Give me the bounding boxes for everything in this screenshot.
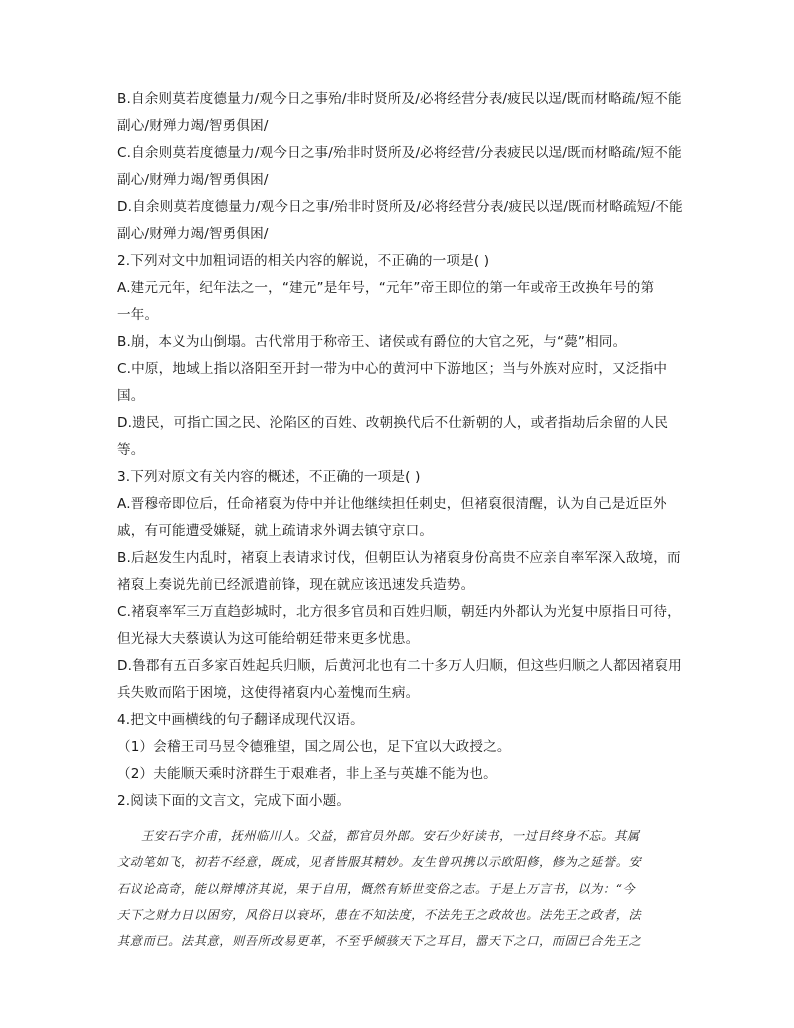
text-line: 戚，有可能遭受嫌疑，就上疏请求外调去镇守京口。 — [117, 523, 434, 539]
text-line: （1）会稽王司马昱令德雅望，国之周公也，足下宜以大政授之。 — [117, 739, 511, 755]
text-line: A.晋穆帝即位后，任命褚裒为侍中并让他继续担任刺史，但褚裒很清醒，认为自己是近臣外 — [117, 496, 667, 512]
text-line: 2.阅读下面的文言文，完成下面小题。 — [117, 793, 351, 809]
passage-line: 天下之财力日以困穷，风俗日以衰坏，患在不知法度，不法先王之政故也。法先王之政者，法 — [117, 907, 642, 922]
text-line: C.自余则莫若度德量力/观今日之事/殆非时贤所及/必将经营/分表疲民以逞/既而材略疏/短不能 — [117, 145, 682, 161]
text-line: C.褚裒率军三万直趋彭城时，北方很多官员和百姓归顺，朝廷内外都认为光复中原指日可待， — [117, 604, 681, 620]
text-line: A.建元元年，纪年法之一，“建元”是年号，“元年”帝王即位的第一年或帝王改换年号的第 — [117, 280, 655, 296]
text-line: （2）夫能顺天乘时济群生于艰难者，非上圣与英雄不能为也。 — [117, 766, 497, 782]
text-line: 副心/财殚力竭/智勇俱困/ — [117, 226, 269, 242]
text-line: 4.把文中画横线的句子翻译成现代汉语。 — [117, 712, 364, 728]
text-line: B.崩，本义为山倒塌。古代常用于称帝王、诸侯或有爵位的大官之死，与“薨”相同。 — [117, 334, 627, 350]
text-line: C.中原，地域上指以洛阳至开封一带为中心的黄河中下游地区；当与外族对应时，又泛指中 — [117, 361, 668, 377]
text-line: D.遗民，可指亡国之民、沦陷区的百姓、改朝换代后不仕新朝的人，或者指劫后余留的人民 — [117, 415, 669, 431]
passage-line: 王安石字介甫，抚州临川人。父益，都官员外郎。安石少好读书，一过目终身不忘。其属 — [141, 829, 640, 843]
text-line: 2.下列对文中加粗词语的相关内容的解说，不正确的一项是( ) — [117, 253, 490, 269]
text-line: 副心/财殚力竭/智勇俱困/ — [117, 172, 269, 188]
classical-passage — [117, 823, 679, 954]
text-line: 副心/财殚力竭/智勇俱困/ — [117, 118, 269, 134]
text-line: 兵失败而陷于困境，这使得褚裒内心羞愧而生病。 — [117, 685, 420, 701]
passage-line: 文动笔如飞，初若不经意，既成，见者皆服其精妙。友生曾巩携以示欧阳修，修为之延誉。安 — [117, 855, 642, 870]
text-line: D.自余则莫若度德量力/观今日之事/殆非时贤所及/必将经营分表/疲民以逞/既而材略疏短/不能 — [117, 199, 683, 215]
text-line: B.后赵发生内乱时，褚裒上表请求讨伐，但朝臣认为褚裒身份高贵不应亲自率军深入敌境，而 — [117, 550, 681, 566]
document-page — [117, 86, 683, 954]
text-line: 一年。 — [117, 307, 159, 323]
text-line: 国。 — [117, 388, 145, 404]
passage-line: 石议论高奇，能以辩博济其说，果于自用，慨然有矫世变俗之志。于是上万言书，以为：“今 — [117, 881, 636, 896]
text-line: 褚裒上奏说先前已经派遣前锋，现在就应该迅速发兵造势。 — [117, 577, 475, 593]
text-line: 等。 — [117, 442, 145, 458]
text-line: D.鲁郡有五百多家百姓起兵归顺，后黄河北也有二十多万人归顺，但这些归顺之人都因褚裒用 — [117, 658, 682, 674]
text-line: 但光禄大夫蔡谟认为这可能给朝廷带来更多忧患。 — [117, 631, 420, 647]
text-line: B.自余则莫若度德量力/观今日之事殆/非时贤所及/必将经营分表/疲民以逞/既而材略疏/短不能 — [117, 91, 682, 107]
text-line: 3.下列对原文有关内容的概述，不正确的一项是( ) — [117, 469, 421, 485]
passage-line: 其意而已。法其意，则吾所改易更革，不至乎倾骇天下之耳目，嚣天下之口，而固已合先王之 — [117, 934, 642, 949]
question-text — [117, 86, 683, 815]
